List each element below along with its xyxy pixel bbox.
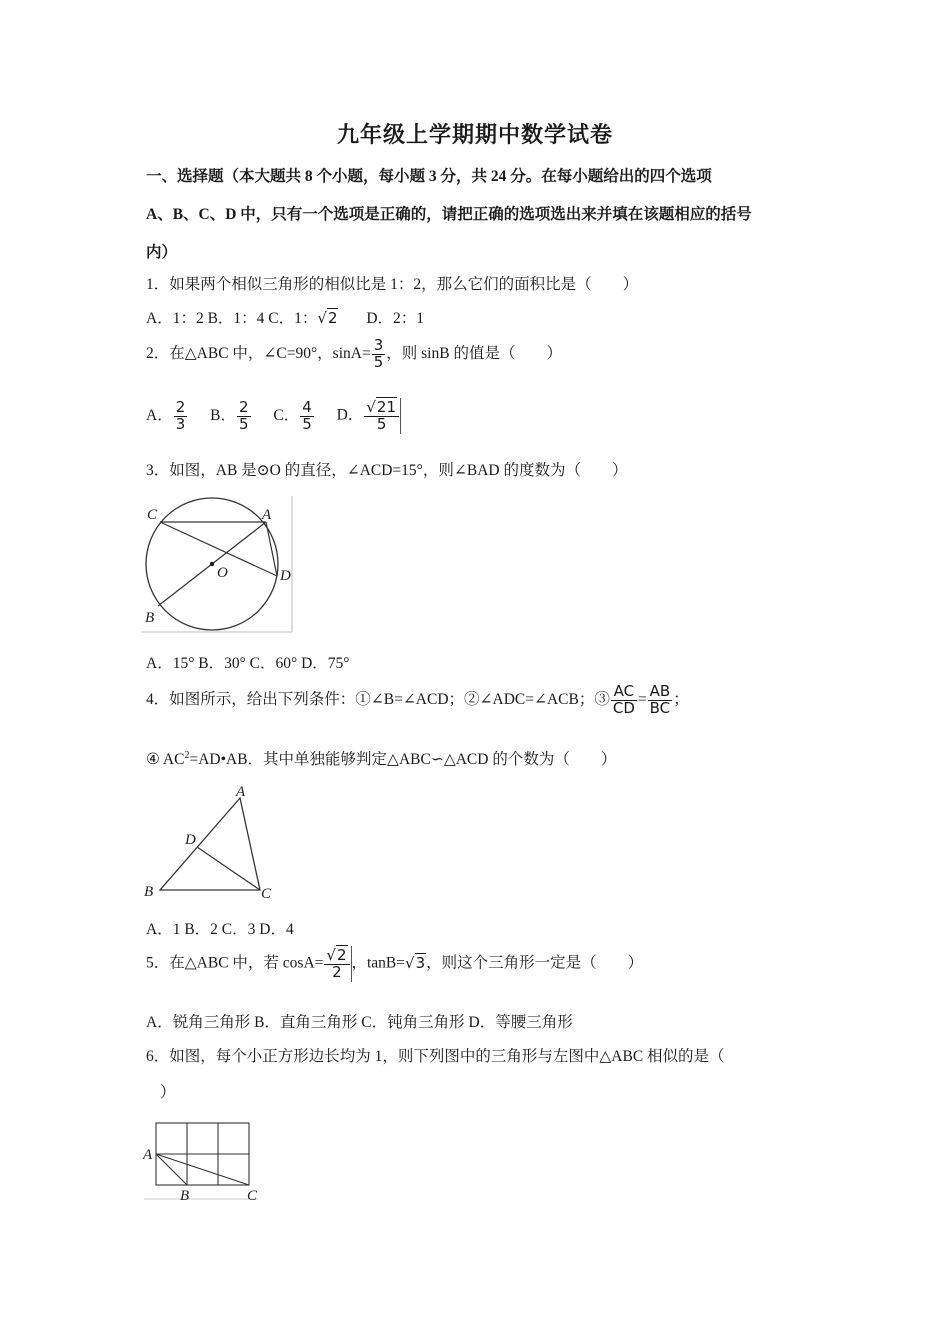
- label-a: A: [236, 784, 246, 800]
- q2-option-a: [146, 397, 188, 433]
- q4-line2-post: =AD•AB．其中单独能够判定△ABC∽△ACD 的个数为（ ）: [189, 751, 617, 768]
- fraction-numerator: AB: [649, 682, 671, 700]
- q4-fraction-ab-bc: [648, 684, 673, 717]
- label-a: A: [143, 1147, 153, 1163]
- chord-ad: [266, 522, 277, 576]
- sqrt-symbol: √2: [317, 309, 338, 327]
- q5-tan-radicand: 3: [415, 953, 426, 972]
- q1-c-radicand: 2: [327, 309, 338, 327]
- fraction-denominator: 2: [332, 962, 342, 981]
- semicolon: ；: [673, 690, 689, 708]
- divider: [400, 398, 401, 434]
- fraction-denominator: 3: [175, 414, 186, 433]
- question-6-close-paren: ）: [160, 1084, 176, 1101]
- sqrt-symbol: √3: [405, 953, 426, 972]
- fraction-numerator: √21: [364, 400, 399, 417]
- fraction-numerator: AC: [611, 684, 637, 701]
- question-2-stem: [146, 338, 562, 371]
- q2-option-d: [337, 398, 401, 434]
- q5-cosA-fraction: [324, 945, 349, 981]
- page-title: 九年级上学期期中数学试卷: [336, 122, 613, 147]
- q2-stem-pre: 2．在△ABC 中，∠C=90°，sinA=: [146, 344, 371, 362]
- question-3-options: A．15° B．30° C．60° D．75°: [146, 655, 350, 672]
- q2-option-c: [273, 397, 314, 433]
- q4-line2-pre: ④ AC: [146, 751, 185, 768]
- label-b: B: [180, 1188, 190, 1204]
- equals-sign: =: [637, 690, 647, 708]
- label-b: B: [145, 610, 155, 626]
- fraction-numerator: 3: [373, 336, 384, 354]
- question-2-options: [146, 398, 419, 434]
- segment-dc: [197, 847, 260, 890]
- label-o: O: [217, 565, 228, 581]
- radicand: 21: [376, 397, 397, 416]
- q4-fraction-ac-cd: [611, 684, 637, 717]
- question-1-option-d: D．2：1: [366, 310, 425, 327]
- fraction-denominator: BC: [649, 698, 671, 717]
- label-d: D: [185, 832, 196, 848]
- question-1-stem: 1．如果两个相似三角形的相似比是 1：2，那么它们的面积比是（ ）: [146, 276, 639, 293]
- fraction-numerator: 4: [302, 397, 312, 416]
- question-1-options-abc: A．1：2 B．1：4 C．1：: [146, 310, 318, 327]
- fraction-denominator: 5: [302, 414, 312, 433]
- triangle-abc: [160, 798, 260, 890]
- label-a: A: [262, 507, 272, 523]
- question-3-circle-figure: [140, 494, 300, 636]
- fraction-numerator: 2: [238, 397, 249, 416]
- q2-option-b: [210, 397, 251, 433]
- label-d: D: [280, 568, 291, 584]
- label-c: C: [147, 507, 158, 523]
- section-header-line-2: A、B、C、D 中，只有一个选项是正确的，请把正确的选项选出来并填在该题相应的括号: [146, 206, 752, 223]
- section-header-line-1: 一、选择题（本大题共 8 个小题，每小题 3 分，共 24 分。在每小题给出的四个选项: [146, 168, 712, 185]
- question-3-stem: 3．如图，AB 是⊙O 的直径，∠ACD=15°，则∠BAD 的度数为（ ）: [146, 462, 628, 479]
- question-4-triangle-figure: [140, 782, 280, 902]
- question-6-stem: 6．如图，每个小正方形边长均为 1，则下列图中的三角形与左图中△ABC 相似的是（: [146, 1048, 725, 1065]
- segment-ac: [156, 1154, 249, 1185]
- radicand: 2: [336, 945, 347, 964]
- question-6-grid-figure: [140, 1116, 270, 1206]
- question-5-stem: [146, 946, 643, 982]
- q2-sinA-fraction: [372, 338, 386, 371]
- label-b: B: [144, 884, 154, 900]
- q5-mid: ，tanB=: [351, 954, 406, 972]
- q4-stem-pre: 4．如图所示，给出下列条件：①∠B=∠ACD；②∠ADC=∠ACB；③: [146, 690, 610, 708]
- fraction-denominator: 5: [373, 352, 384, 371]
- option-label: A．: [146, 406, 173, 424]
- fraction-denominator: 5: [376, 414, 387, 433]
- label-c: C: [247, 1188, 258, 1204]
- question-4-condition-4: [146, 747, 616, 769]
- q2-stem-post: ，则 sinB 的值是（ ）: [386, 344, 562, 362]
- fraction-numerator: 2: [175, 397, 186, 416]
- option-label: D．: [336, 406, 364, 424]
- option-label: B．: [210, 406, 236, 424]
- q5-stem-post: ，则这个三角形一定是（ ）: [426, 954, 644, 972]
- question-1-options: [146, 306, 424, 328]
- question-4-options: A．1 B．2 C．3 D．4: [146, 921, 294, 938]
- q5-stem-pre: 5．在△ABC 中，若 cosA=: [146, 954, 324, 972]
- label-c: C: [261, 886, 272, 902]
- question-4-stem: [146, 684, 689, 717]
- option-label: C．: [273, 406, 300, 424]
- fraction-numerator: √2: [324, 948, 349, 965]
- center-point: [210, 562, 214, 566]
- fraction-denominator: CD: [612, 698, 635, 717]
- superscript: 2: [184, 749, 190, 761]
- section-header-line-3: 内）: [146, 244, 178, 261]
- fraction-denominator: 5: [238, 414, 249, 433]
- question-5-options: A．锐角三角形 B．直角三角形 C．钝角三角形 D．等腰三角形: [146, 1014, 573, 1031]
